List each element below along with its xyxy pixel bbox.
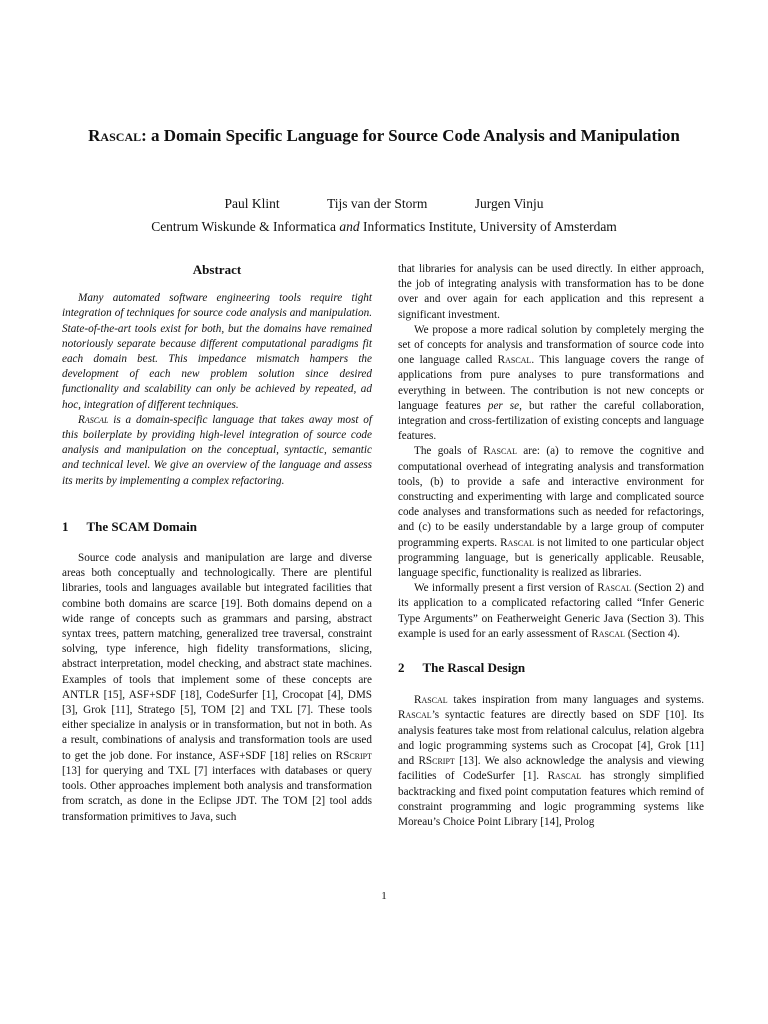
s2-text-b: ’s syntactic features are directly based on SDF [10]. Its analysis features take most from relational calculus, relation algebra and logic programming systems such as Crocopat [4], Grok [11] and — [398, 709, 704, 768]
section-2-title: The Rascal Design — [422, 660, 526, 676]
right-p2-b: are: (a) to remove the cognitive and computational overhead of integrating analysis and transformation tools, (b) to provide a safe and interactive environment for constructing and experimenting with large and complicated source code analyses and transformations such as needed for refactorings, and (c) to be easily understandable by a large group of computer programming experts. — [398, 445, 705, 549]
right-p2-c: is not limited to one particular object programming language, but is generically applicable. Reusable, language specific, functionality is realized as libraries. — [398, 536, 704, 580]
section-1-number: 1 — [62, 518, 69, 534]
s2-text-d: has strongly simplified backtracking and fixed point computation features which remind of constraint programming and logic programming systems like Moreau’s Choice Point Library [14], Prolog — [398, 770, 704, 828]
paper-title — [60, 124, 708, 147]
author-3: Jurgen Vinju — [474, 196, 544, 211]
right-p3-a: We informally present a first version of — [414, 582, 598, 595]
s2-rascal-3: Rascal — [547, 770, 582, 783]
right-column — [398, 262, 704, 830]
s2-rascal-2: Rascal — [398, 709, 432, 722]
authors — [0, 196, 768, 212]
page-number: 1 — [381, 890, 387, 902]
abstract — [62, 262, 372, 489]
affiliation-part1: Centrum Wiskunde & Informatica — [151, 219, 340, 234]
section-1-paragraph-1 — [62, 551, 372, 825]
affiliation — [0, 219, 768, 235]
author-1: Paul Klint — [224, 196, 280, 211]
right-paragraph-3 — [398, 581, 704, 642]
section-1-heading — [62, 519, 372, 534]
s2-rascal-1: Rascal — [414, 694, 448, 707]
right-paragraph-0: that libraries for analysis can be used directly. In either approach, the job of integrating analysis with transformation has to be done over and over again for each application and this represent a significant investment. — [398, 263, 704, 321]
section-2-number: 2 — [398, 660, 405, 676]
abstract-paragraph-1: Many automated software engineering tools require tight integration of techniques for source code analysis and manipulation. State-of-the-art tools exist for both, but the domains have remained notoriously separate because different computational paradigms fit each domain best. This impedance mismatch hampers the development of each new problem solution since desired functionality and scalability can only be achieved by repeated, ad hoc, integration of different techniques. — [62, 292, 372, 411]
section-1-text-b: [13] for querying and TXL [7] interfaces with databases or query tools. Other approaches implement both analysis and transformation from scratch, as done in the Eclipse JDT. The TOM [2] tool adds transformation primitives to Java, such — [62, 764, 372, 823]
affiliation-and: and — [339, 219, 360, 234]
s2-rscript: RScript — [418, 755, 455, 768]
section-1-rscript: RScript — [335, 749, 372, 762]
right-p1-rascal: Rascal — [497, 354, 532, 367]
title-block — [60, 124, 708, 147]
abstract-paragraph-2-text: is a domain-specific language that takes away most of this boilerplate by providing high-level integration of source code analysis and manipulation on the conceptual, syntactic, semantic and technical level. We give an overview of the language and assess its merits by implementing a complex refactoring. — [62, 413, 372, 487]
s2-text-a: takes inspiration from many languages and systems. — [447, 694, 704, 707]
right-p1-b: . This language covers the range of applications from pure analyses to pure transformations and everything in between. The contribution is not new concepts or language features — [398, 354, 704, 412]
s2-text-c: [13]. We also acknowledge the analysis and viewing facilities of CodeSurfer [1]. — [398, 755, 704, 783]
right-p2-a: The goals of — [414, 445, 484, 458]
right-p1-per-se: per se — [487, 399, 520, 412]
abstract-heading: Abstract — [192, 262, 242, 277]
right-paragraph-2 — [398, 444, 704, 581]
abstract-paragraph-2 — [62, 413, 372, 489]
left-column — [62, 262, 372, 825]
right-p3-b: (Section 2) and its application to a complicated refactoring called “Infer Generic Type Arguments” on Featherweight Generic Java (Section 3). This example is used for an early assessment of — [398, 582, 704, 640]
affiliation-part2: Informatics Institute, University of Amsterdam — [359, 219, 617, 234]
right-paragraph-1 — [398, 323, 704, 445]
section-2-paragraph-1 — [398, 693, 704, 830]
right-p2-rascal-2: Rascal — [500, 536, 534, 549]
section-2-heading — [398, 660, 704, 675]
abstract-rascal: Rascal — [78, 413, 109, 426]
right-p3-c: (Section 4). — [624, 627, 680, 640]
section-1-text-a: Source code analysis and manipulation are large and diverse areas both conceptually and technologically. There are plentiful libraries, tools and languages available but integrated facilities that combine both domains are scarce [19]. Both domains depend on a wide range of concepts such as grammars and parsing, abstract syntax trees, pattern matching, generalized tree traversal, constraint solving, type inference, high fidelity transformations, slicing, abstract interpretation, model checking, and abstract state machines. Examples of tools that implement some of these concepts are ANTLR [15], ASF+SDF [18], CodeSurfer [1], Crocopat [4], DMS [3], Grok [11], Stratego [5], TOM [2] and TXL [7]. These tools either specialize in analysis or in transformation, but not in both. As a result, combinations of analysis and transformation tools are used to get the job done. For instance, ASF+SDF [18] relies on — [62, 552, 372, 762]
section-1-title: The SCAM Domain — [86, 518, 198, 534]
right-p1-a: We propose a more radical solution by completely merging the set of concepts for analysis and transformation of source code into one language called — [398, 323, 704, 367]
right-p1-c: , but rather the careful collaboration, integration and cross-fertilization of existing concepts and language features. — [398, 399, 704, 443]
right-p3-rascal: Rascal — [597, 582, 631, 595]
author-2: Tijs van der Storm — [326, 196, 428, 211]
title-rascal: Rascal — [88, 126, 142, 145]
right-p3-rascal-2: Rascal — [591, 627, 625, 640]
title-text: : a Domain Specific Language for Source Code Analysis and Manipulation — [141, 126, 680, 145]
right-p2-rascal: Rascal — [483, 445, 517, 458]
